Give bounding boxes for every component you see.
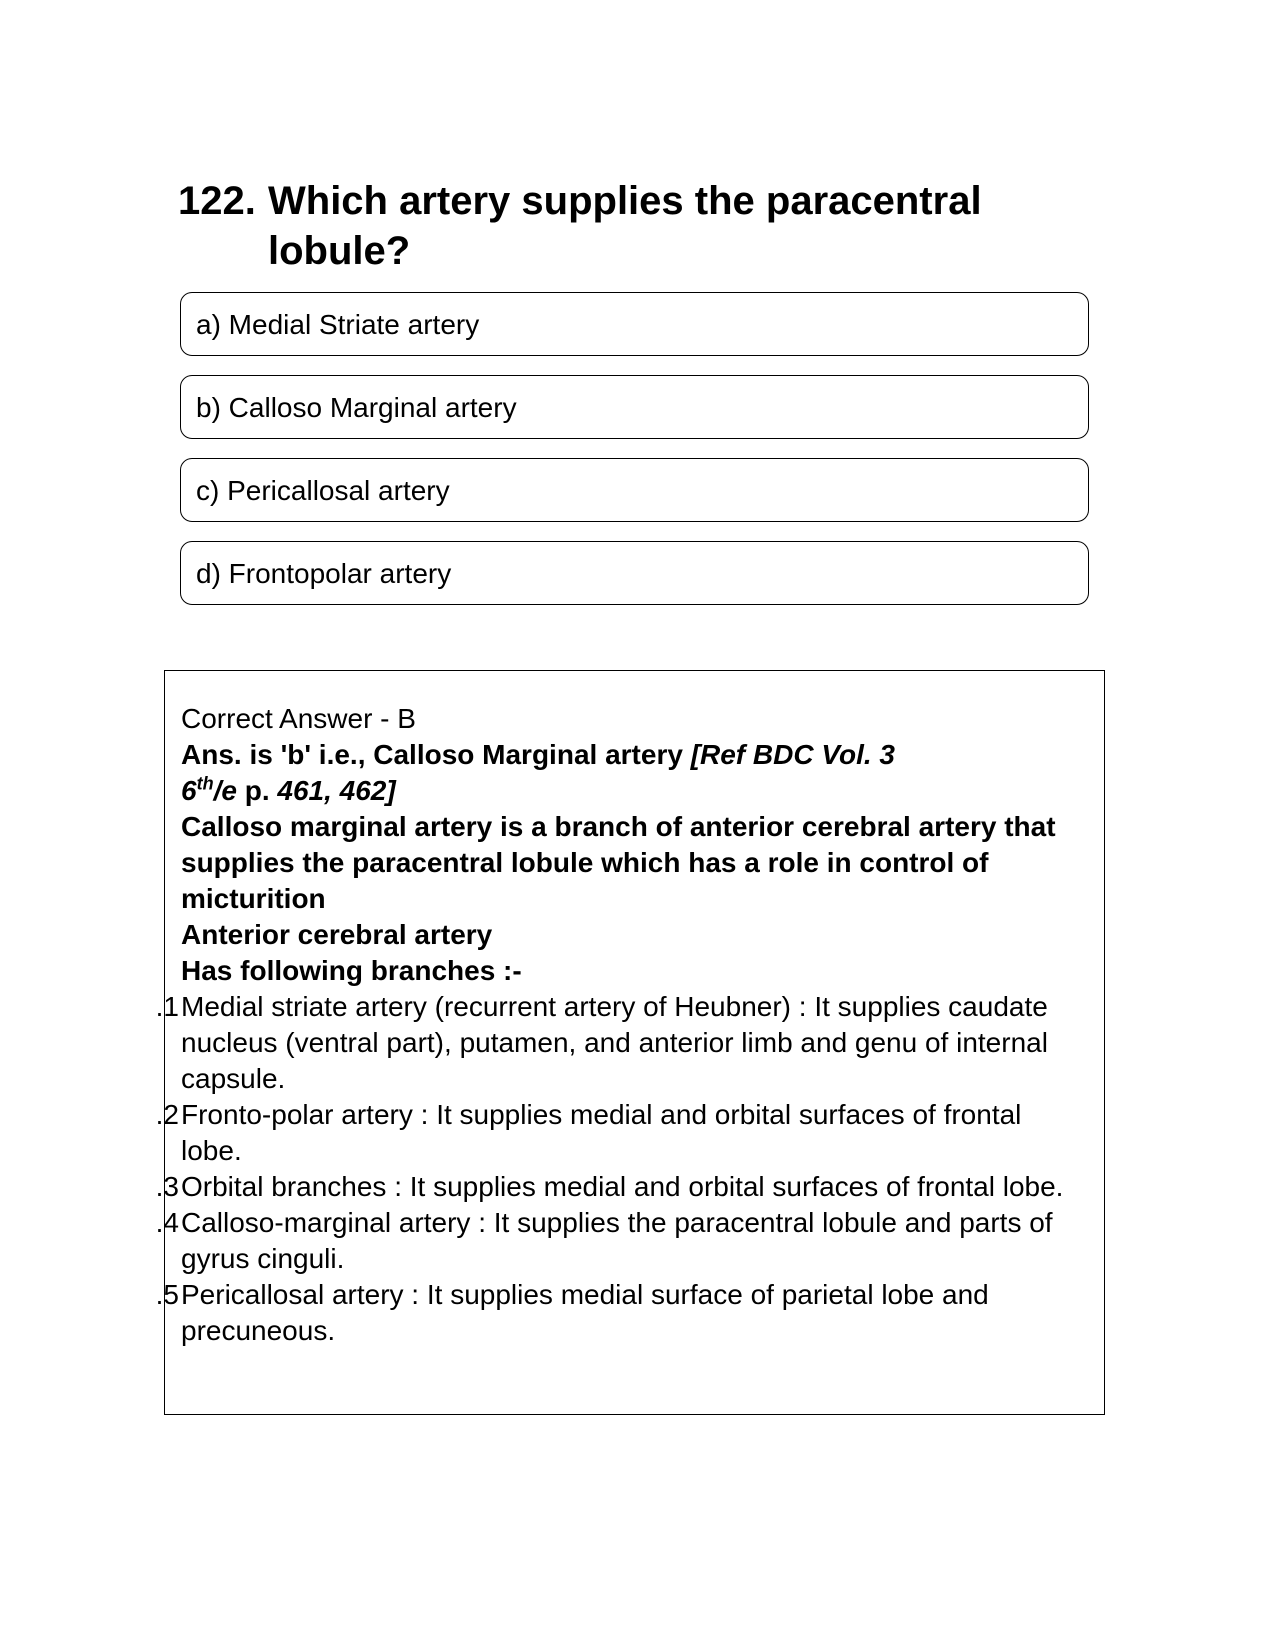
branch-item — [155, 989, 1086, 1097]
branch-number: 1. — [155, 991, 179, 1022]
reference-edition — [181, 773, 1086, 809]
option-c[interactable]: c) Pericallosal artery — [180, 458, 1089, 522]
edition-superscript: th — [196, 773, 214, 794]
branch-text: Calloso-marginal artery : It supplies the paracentral lobule and parts of gyrus cinguli. — [181, 1207, 1053, 1274]
edition-number: 6 — [181, 775, 197, 806]
question-number: 122. — [178, 179, 256, 223]
branch-text: Orbital branches : It supplies medial and orbital surfaces of frontal lobe. — [181, 1171, 1064, 1202]
correct-answer-line: Correct Answer - B — [181, 703, 416, 734]
option-a[interactable]: a) Medial Striate artery — [180, 292, 1089, 356]
branch-item — [155, 1205, 1086, 1277]
branch-text: Pericallosal artery : It supplies medial surface of parietal lobe and precuneous. — [181, 1279, 989, 1346]
branch-text: Medial striate artery (recurrent artery of Heubner) : It supplies caudate nucleus (ventral part), putamen, and anterior limb and genu of internal capsule. — [181, 991, 1048, 1094]
branch-item — [155, 1169, 1086, 1205]
branch-number: 5. — [155, 1279, 179, 1310]
answer-explanation-box — [155, 670, 1105, 1415]
branches-heading: Has following branches :- — [181, 955, 522, 986]
branch-text: Fronto-polar artery : It supplies medial and orbital surfaces of frontal lobe. — [181, 1099, 1022, 1166]
answer-prefix: Ans. is 'b' i.e., Calloso Marginal artery — [181, 739, 691, 770]
question-text: Which artery supplies the paracentral lobule? — [268, 179, 982, 273]
edition-e: /e — [213, 775, 237, 806]
reference-pages: 461, 462] — [277, 775, 396, 806]
branch-item — [155, 1097, 1086, 1169]
branch-number: 3. — [155, 1171, 179, 1202]
answer-reference — [181, 737, 1086, 773]
option-b[interactable]: b) Calloso Marginal artery — [180, 375, 1089, 439]
question-heading — [178, 176, 1058, 276]
branch-number: 2. — [155, 1099, 179, 1130]
reference-open: [Ref BDC Vol. 3 — [690, 739, 895, 770]
branch-number: 4. — [155, 1207, 179, 1238]
option-d[interactable]: d) Frontopolar artery — [180, 541, 1089, 605]
answer-summary: Calloso marginal artery is a branch of anterior cerebral artery that supplies the paracentral lobule which has a role in control of micturition — [181, 811, 1056, 914]
aca-heading: Anterior cerebral artery — [181, 919, 493, 950]
branch-item — [155, 1277, 1086, 1349]
page-label: p. — [236, 775, 278, 806]
answer-content — [155, 701, 1086, 1349]
